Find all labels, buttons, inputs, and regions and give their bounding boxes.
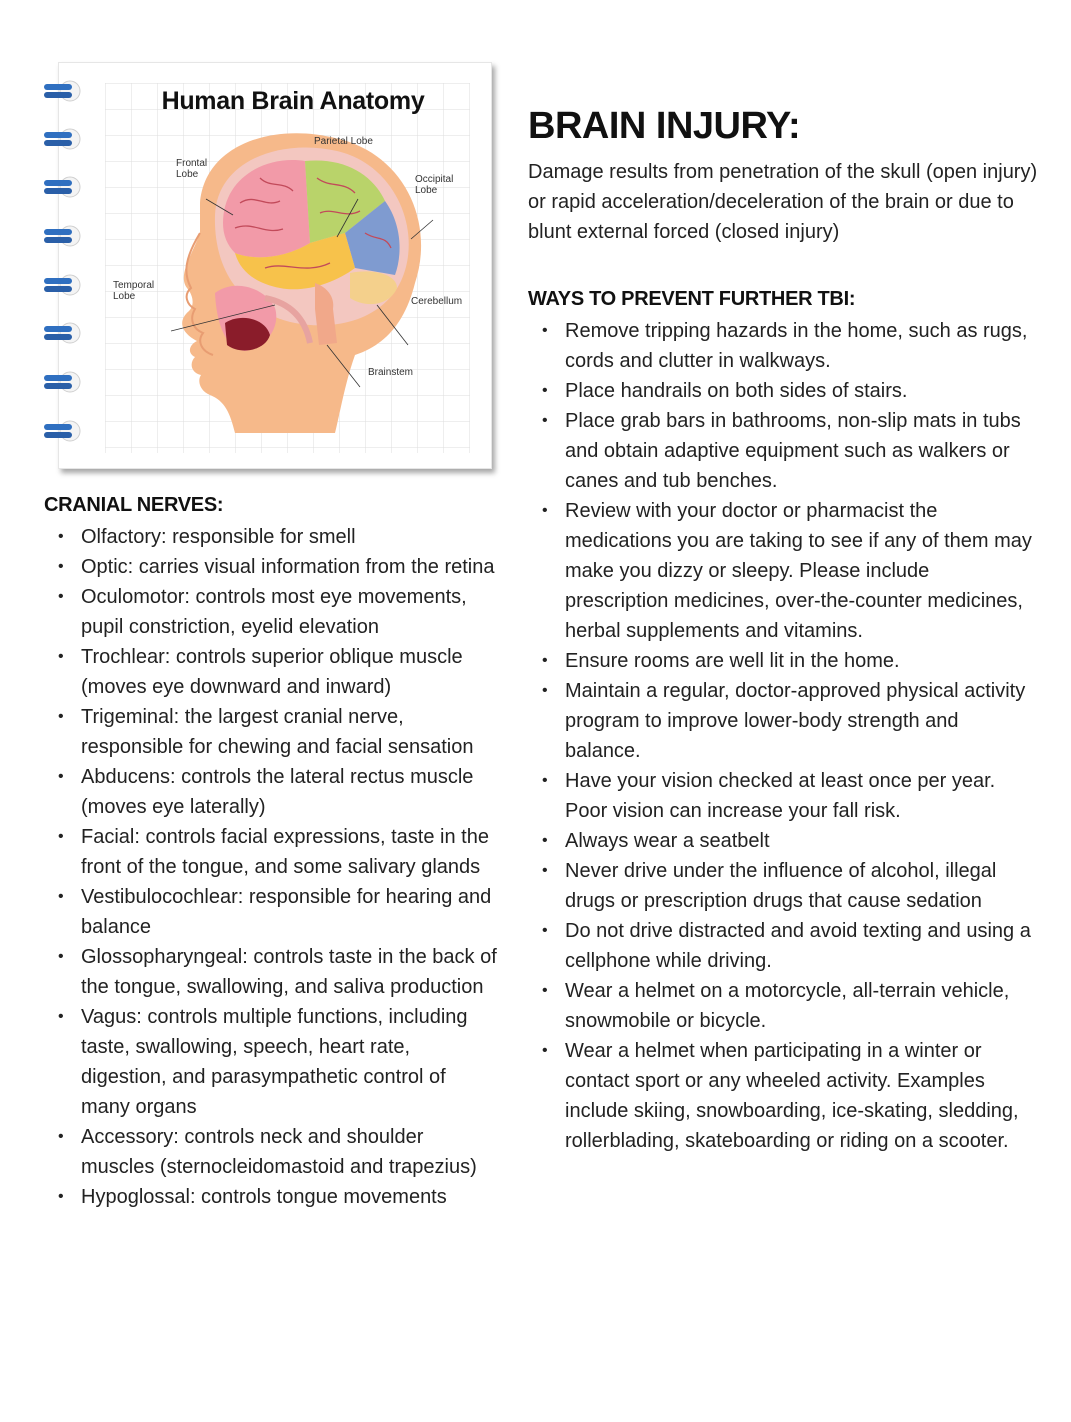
diagram-title: Human Brain Anatomy [161,87,425,115]
list-item: • Accessory: controls neck and shoulder muscles (sternocleidomastoid and trapezius) [44,1122,499,1182]
prevent-tbi-list [528,316,1038,1156]
list-item: • Always wear a seatbelt [528,826,1038,856]
ring-icon [42,78,82,104]
list-item: • Do not drive distracted and avoid texting and using a cellphone while driving. [528,916,1038,976]
list-item: • Wear a helmet on a motorcycle, all-terrain vehicle, snowmobile or bicycle. [528,976,1038,1036]
list-item: • Wear a helmet when participating in a winter or contact sport or any wheeled activity. Examples include skiing, snowboarding, ice-skating, sledding, rollerblading, skateboarding or riding on a scooter. [528,1036,1038,1156]
list-item: • Trigeminal: the largest cranial nerve, responsible for chewing and facial sensation [44,702,499,762]
notebook-rings [42,78,86,448]
ring-icon [42,369,82,395]
label-temporal-line-2: Lobe [113,291,136,302]
list-item: • Trochlear: controls superior oblique muscle (moves eye downward and inward) [44,642,499,702]
list-item: • Maintain a regular, doctor-approved physical activity program to improve lower-body strength and balance. [528,676,1038,766]
list-item: • Vagus: controls multiple functions, including taste, swallowing, speech, heart rate, digestion, and parasympathetic control of many organs [44,1002,499,1122]
ring-icon [42,418,82,444]
list-item: • Olfactory: responsible for smell [44,522,499,552]
list-item: • Glossopharyngeal: controls taste in the back of the tongue, swallowing, and saliva production [44,942,499,1002]
list-item: • Vestibulocochlear: responsible for hearing and balance [44,882,499,942]
brain-anatomy-figure [58,62,492,469]
label-brainstem: Brainstem [368,367,414,378]
list-item: • Oculomotor: controls most eye movements, pupil constriction, eyelid elevation [44,582,499,642]
ring-icon [42,126,82,152]
brain-injury-intro: Damage results from penetration of the skull (open injury) or rapid acceleration/deceleration of the brain or due to blunt external forced (closed injury) [528,161,1038,243]
list-item: • Hypoglossal: controls tongue movements [44,1182,499,1212]
prevent-tbi-heading: WAYS TO PREVENT FURTHER TBI: [528,288,856,310]
ring-icon [42,223,82,249]
list-item: • Facial: controls facial expressions, taste in the front of the tongue, and some salivary glands [44,822,499,882]
list-item: • Never drive under the influence of alcohol, illegal drugs or prescription drugs that cause sedation [528,856,1038,916]
ring-icon [42,320,82,346]
list-item: • Remove tripping hazards in the home, such as rugs, cords and clutter in walkways. [528,316,1038,376]
list-item: • Place grab bars in bathrooms, non-slip mats in tubs and obtain adaptive equipment such as walkers or canes and tub benches. [528,406,1038,496]
label-frontal-line-2: Lobe [176,169,199,180]
label-occipital-line-1: Occipital [415,174,454,185]
ring-icon [42,272,82,298]
label-parietal-lobe: Parietal Lobe [314,136,373,147]
list-item: • Place handrails on both sides of stairs. [528,376,1038,406]
ring-icon [42,174,82,200]
list-item: • Ensure rooms are well lit in the home. [528,646,1038,676]
list-item: • Review with your doctor or pharmacist the medications you are taking to see if any of them may make you dizzy or sleepy. Please include prescription medicines, over-the-counter medicines, herbal supplements and vitamins. [528,496,1038,646]
brain-injury-title: BRAIN INJURY: [528,105,801,147]
label-frontal-line-1: Frontal [176,158,208,169]
list-item: • Have your vision checked at least once per year. Poor vision can increase your fall risk. [528,766,1038,826]
list-item: • Abducens: controls the lateral rectus muscle (moves eye laterally) [44,762,499,822]
label-occipital-line-2: Lobe [415,185,438,196]
label-occipital-lobe [415,174,453,196]
brain-illustration [105,83,470,453]
cranial-nerves-list [44,522,499,1212]
label-temporal-line-1: Temporal [113,280,155,291]
label-temporal-lobe [113,280,154,302]
label-cerebellum: Cerebellum [411,296,463,307]
label-frontal-lobe [176,158,207,180]
list-item: • Optic: carries visual information from the retina [44,552,499,582]
cranial-nerves-heading: CRANIAL NERVES: [44,494,224,516]
